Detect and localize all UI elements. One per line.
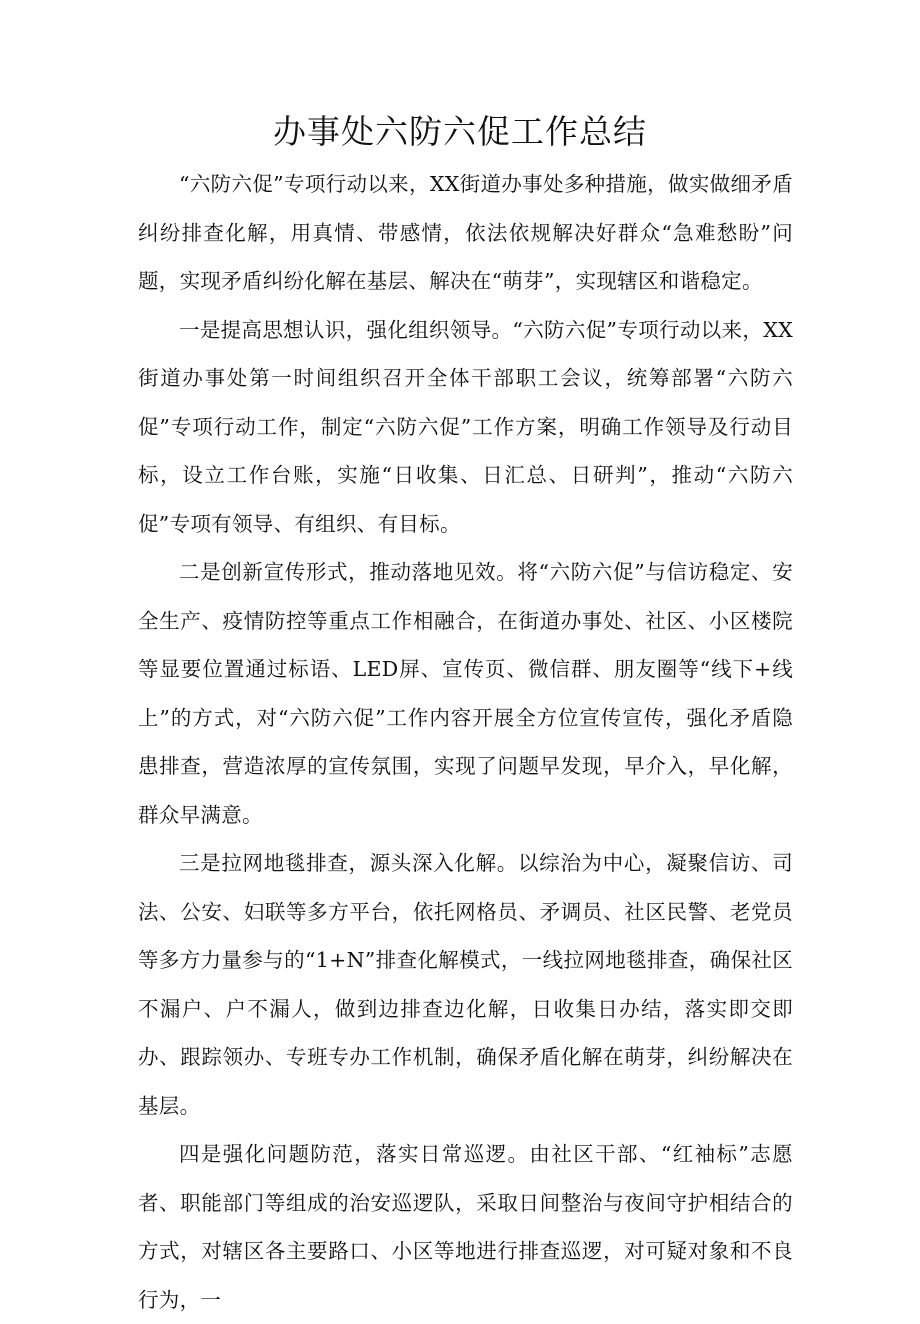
document-body [138, 160, 793, 1324]
document-title: 办事处六防六促工作总结 [273, 112, 647, 151]
paragraph-point-3: 三是拉网地毯排查，源头深入化解。以综治为中心，凝聚信访、司法、公安、妇联等多方平台，依托网格员、矛调员、社区民警、老党员等多方力量参与的“1+N”排查化解模式，一线拉网地毯排查，确保社区不漏户、户不漏人，做到边排查边化解，日收集日办结，落实即交即办、跟踪领办、专班专办工作机制，确保矛盾化解在萌芽，纠纷解决在基层。 [138, 851, 793, 1118]
paragraph-point-4: 四是强化问题防范，落实日常巡逻。由社区干部、“红袖标”志愿者、职能部门等组成的治安巡逻队，采取日间整治与夜间守护相结合的方式，对辖区各主要路口、小区等地进行排查巡逻，对可疑对象和不良行为，一 [138, 1142, 793, 1312]
paragraph-intro: “六防六促”专项行动以来，XX街道办事处多种措施，做实做细矛盾纠纷排查化解，用真情、带感情，依法依规解决好群众“急难愁盼”问题，实现矛盾纠纷化解在基层、解决在“萌芽”，实现辖区和谐稳定。 [138, 172, 793, 293]
paragraph-point-2: 二是创新宣传形式，推动落地见效。将“六防六促”与信访稳定、安全生产、疫情防控等重点工作相融合，在街道办事处、社区、小区楼院等显要位置通过标语、LED屏、宣传页、微信群、朋友圈等“线下+线上”的方式，对“六防六促”工作内容开展全方位宣传宣传，强化矛盾隐患排查，营造浓厚的宣传氛围，实现了问题早发现，早介入，早化解，群众早满意。 [138, 560, 793, 827]
paragraph-point-1: 一是提高思想认识，强化组织领导。“六防六促”专项行动以来，XX街道办事处第一时间组织召开全体干部职工会议，统筹部署“六防六促”专项行动工作，制定“六防六促”工作方案，明确工作领导及行动目标，设立工作台账，实施“日收集、日汇总、日研判”，推动“六防六促”专项有领导、有组织、有目标。 [138, 317, 793, 536]
